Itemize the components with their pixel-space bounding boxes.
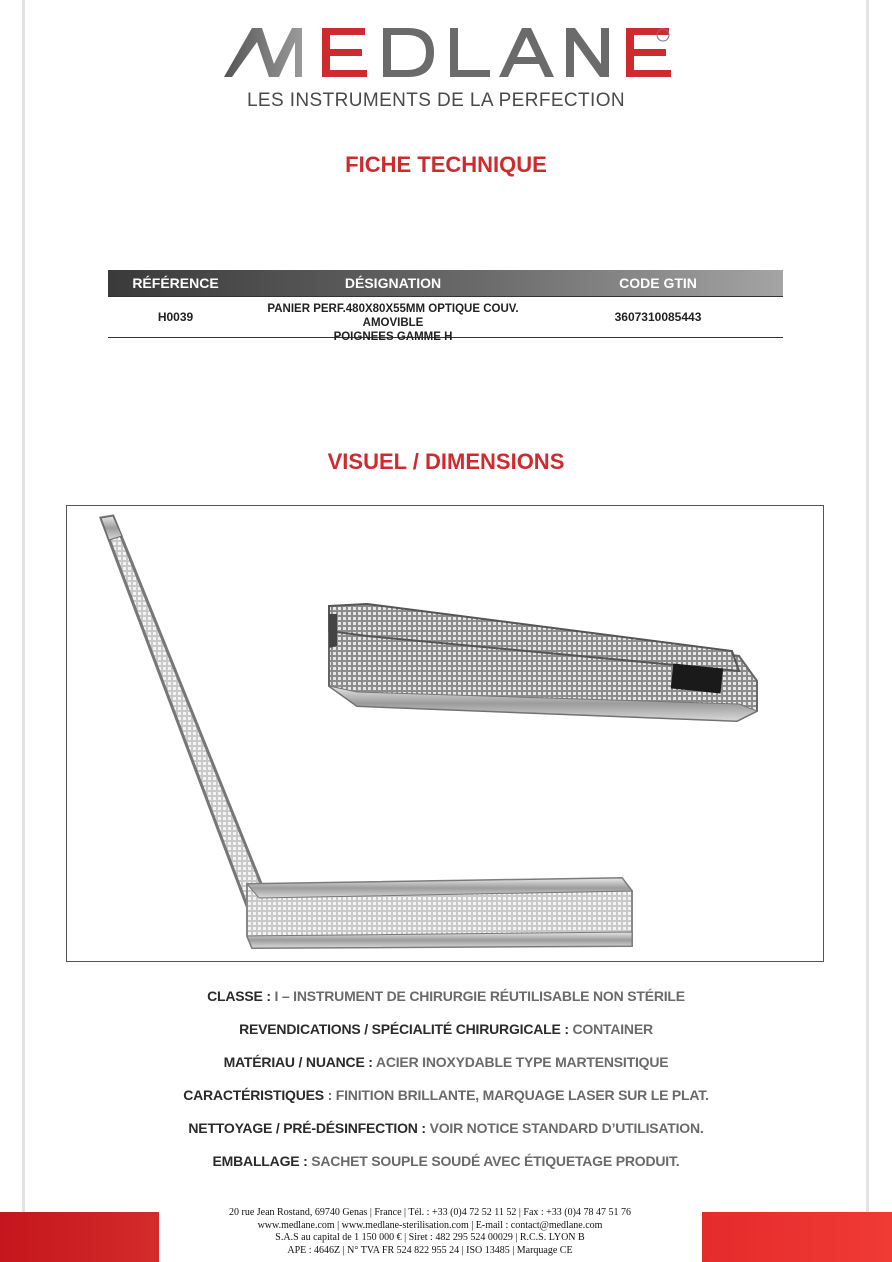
spec-label: MATÉRIAU / NUANCE : bbox=[223, 1054, 373, 1070]
footer-company: S.A.S au capital de 1 150 000 € | Siret : 482 295 524 00029 | R.C.S. LYON B bbox=[275, 1232, 585, 1244]
header-reference: RÉFÉRENCE bbox=[132, 275, 219, 291]
product-image bbox=[67, 506, 822, 960]
spec-label: EMBALLAGE : bbox=[212, 1153, 308, 1169]
spec-label: NETTOYAGE / PRÉ-DÉSINFECTION : bbox=[188, 1120, 426, 1136]
spec-label: REVENDICATIONS / SPÉCIALITÉ CHIRURGICALE : bbox=[239, 1021, 569, 1037]
footer-contact bbox=[180, 1207, 680, 1257]
spec-nettoyage bbox=[0, 1120, 892, 1153]
footer-red-bar-left bbox=[0, 1212, 159, 1262]
spec-classe bbox=[0, 988, 892, 1021]
spec-value: : FINITION BRILLANTE, MARQUAGE LASER SUR LE PLAT. bbox=[323, 1087, 709, 1103]
header-gtin: CODE GTIN bbox=[619, 275, 697, 291]
spec-materiau bbox=[0, 1054, 892, 1087]
product-image-frame bbox=[66, 505, 824, 962]
spec-label: CARACTÉRISTIQUES bbox=[183, 1087, 324, 1103]
header-designation: DÉSIGNATION bbox=[344, 275, 442, 291]
cell-designation bbox=[243, 302, 543, 344]
spec-label: CLASSE : bbox=[207, 988, 271, 1004]
spec-value: ACIER INOXYDABLE TYPE MARTENSITIQUE bbox=[372, 1054, 669, 1070]
visuel-dimensions-title: VISUEL / DIMENSIONS bbox=[327, 449, 565, 474]
spec-caracteristiques bbox=[0, 1087, 892, 1120]
designation-line2: POIGNEES GAMME H bbox=[333, 331, 453, 343]
brand-tagline: LES INSTRUMENTS DE LA PERFECTION bbox=[246, 90, 626, 111]
footer-registration: APE : 4646Z | N° TVA FR 524 822 955 24 | ISO 13485 | Marquage CE bbox=[287, 1244, 573, 1256]
table-row bbox=[108, 296, 783, 343]
spec-value: I – INSTRUMENT DE CHIRURGIE RÉUTILISABLE NON STÉRILE bbox=[270, 988, 685, 1004]
footer-websites: www.medlane.com | www.medlane-sterilisation.com | E-mail : contact@medlane.com bbox=[257, 1219, 603, 1231]
spec-value: SACHET SOUPLE SOUDÉ AVEC ÉTIQUETAGE PRODUIT. bbox=[307, 1153, 680, 1169]
footer-red-bar-right bbox=[702, 1212, 892, 1262]
footer-address: 20 rue Jean Rostand, 69740 Genas | France | Tél. : +33 (0)4 72 52 11 52 | Fax : +33 (0)4 78 47 51 76 bbox=[229, 1207, 631, 1218]
cell-gtin: 3607310085443 bbox=[614, 310, 702, 324]
table-header bbox=[108, 270, 783, 296]
spec-revendications bbox=[0, 1021, 892, 1054]
designation-line1: PANIER PERF.480X80X55MM OPTIQUE COUV. AMOVIBLE bbox=[267, 303, 519, 329]
cell-reference: H0039 bbox=[157, 310, 194, 324]
fiche-technique-title: FICHE TECHNIQUE bbox=[345, 152, 547, 177]
spec-value: CONTAINER bbox=[568, 1021, 653, 1037]
spec-value: VOIR NOTICE STANDARD D’UTILISATION. bbox=[425, 1120, 704, 1136]
product-table bbox=[108, 270, 783, 343]
specifications-list bbox=[0, 988, 892, 1186]
spec-emballage bbox=[0, 1153, 892, 1186]
